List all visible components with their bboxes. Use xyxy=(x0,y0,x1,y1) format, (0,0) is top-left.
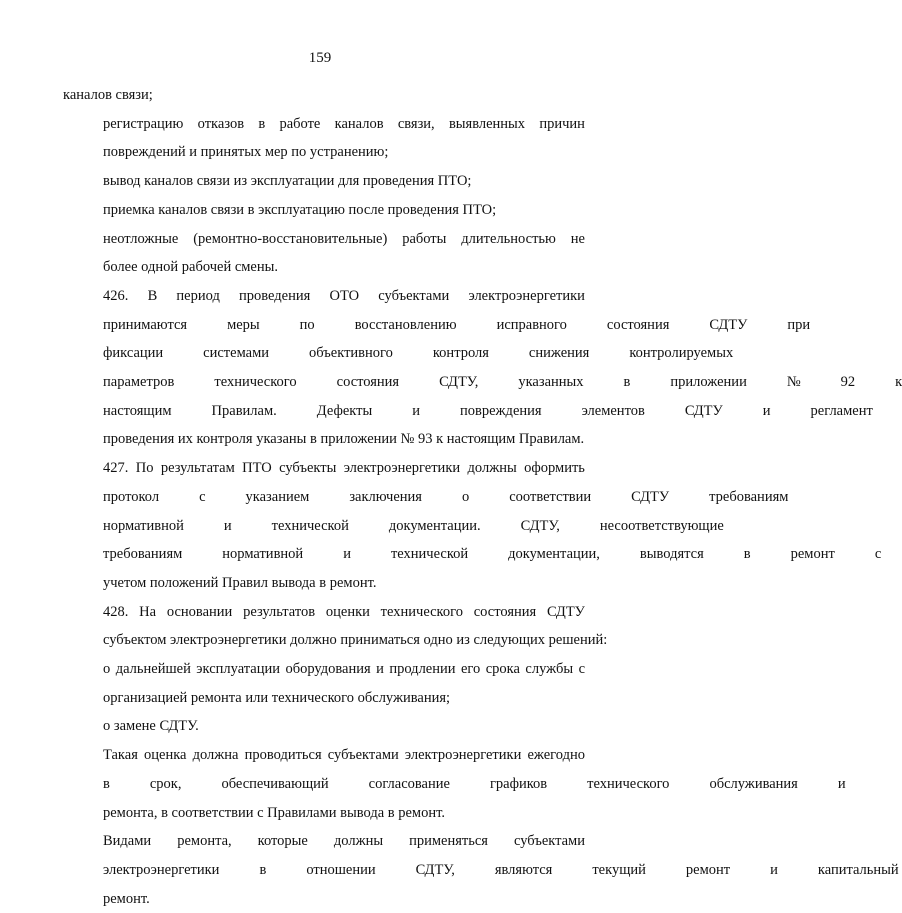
text-line: учетом положений Правил вывода в ремонт. xyxy=(103,574,377,591)
page-number: 159 xyxy=(308,50,332,66)
text-line: Такая оценка должна проводиться субъектами электроэнергетики ежегодно xyxy=(103,747,585,764)
text-line: ремонта, в соответствии с Правилами вывода в ремонт. xyxy=(103,804,445,821)
text-line: 427. По результатам ПТО субъекты электроэнергетики должны оформить xyxy=(103,460,585,477)
text-line: параметров технического состояния СДТУ, указанных в приложении № 92 к xyxy=(103,374,902,391)
text-line: ремонт. xyxy=(103,890,150,907)
text-line: требованиям нормативной и технической документации, выводятся в ремонт с xyxy=(103,546,882,563)
text-line: субъектом электроэнергетики должно приниматься одно из следующих решений: xyxy=(103,632,608,649)
paragraph-5 xyxy=(63,282,902,454)
text-line: Видами ремонта, которые должны применяться субъектами xyxy=(103,833,585,850)
text-line: о дальнейшей эксплуатации оборудования и продлении его срока службы с xyxy=(103,661,585,678)
text-line: неотложные (ремонтно-восстановительные) работы длительностью не xyxy=(103,230,585,247)
text-line: более одной рабочей смены. xyxy=(103,259,278,276)
paragraph-11 xyxy=(63,827,899,913)
text-line: в срок, обеспечивающий согласование графиков технического обслуживания и xyxy=(103,775,846,792)
paragraph-8 xyxy=(63,655,585,712)
paragraph-4 xyxy=(63,225,585,282)
text-line: электроэнергетики в отношении СДТУ, являются текущий ремонт и капитальный xyxy=(103,861,899,878)
text-line: вывод каналов связи из эксплуатации для проведения ПТО; xyxy=(103,173,472,190)
text-line: организацией ремонта или технического обслуживания; xyxy=(103,689,451,706)
text-line: приемка каналов связи в эксплуатацию после проведения ПТО; xyxy=(103,201,497,218)
paragraph-9 xyxy=(63,712,585,741)
paragraph-0 xyxy=(63,81,585,110)
text-line: 428. На основании результатов оценки технического состояния СДТУ xyxy=(103,603,585,620)
paragraph-1 xyxy=(63,110,585,167)
text-line: настоящим Правилам. Дефекты и повреждения элементов СДТУ и регламент xyxy=(103,402,873,419)
paragraph-2 xyxy=(63,167,585,196)
text-line: протокол с указанием заключения о соответствии СДТУ требованиям xyxy=(103,488,789,505)
paragraph-3 xyxy=(63,196,585,225)
text-line: о замене СДТУ. xyxy=(103,718,199,735)
paragraph-text: каналов связи; xyxy=(63,87,153,103)
text-line: 426. В период проведения ОТО субъектами электроэнергетики xyxy=(103,287,585,304)
text-line: принимаются меры по восстановлению исправного состояния СДТУ при xyxy=(103,316,811,333)
text-line: регистрацию отказов в работе каналов связи, выявленных причин xyxy=(103,115,585,132)
paragraph-10 xyxy=(63,741,846,827)
text-line: повреждений и принятых мер по устранению; xyxy=(103,144,389,161)
paragraph-7 xyxy=(63,598,608,655)
text-line: проведения их контроля указаны в приложении № 93 к настоящим Правилам. xyxy=(103,431,585,448)
text-line: нормативной и технической документации. СДТУ, несоответствующие xyxy=(103,517,724,534)
text-line: фиксации системами объективного контроля снижения контролируемых xyxy=(103,345,734,362)
paragraph-6 xyxy=(63,454,882,598)
document-body xyxy=(63,81,902,913)
